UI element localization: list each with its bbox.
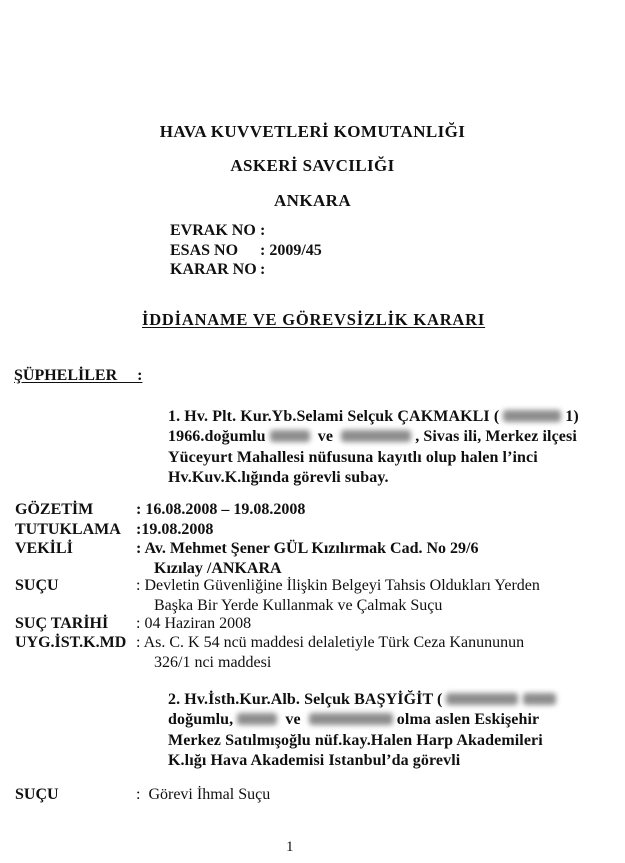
arrest-row [15, 520, 615, 540]
redacted-text [523, 693, 556, 705]
offense-date-value [136, 614, 624, 634]
esas-no-label: ESAS NO [170, 241, 239, 259]
suspect-1-birth-text: 1966.doğumlu [168, 428, 266, 446]
offense-2-label: SUÇU [15, 786, 59, 803]
suspect-1-origin-text: , Sivas ili, Merkez ilçesi [415, 428, 577, 446]
suspect-1-name-text: 1. Hv. Plt. Kur.Yb.Selami Selçuk ÇAKMAKLI ( [168, 408, 500, 425]
offense-date-value-line-1: : 04 Haziran 2008 [136, 615, 252, 632]
offense-date-row [15, 614, 615, 634]
document-title: İDDİANAME VE GÖREVSİZLİK KARARI [142, 310, 486, 329]
suspect-1-paragraph [168, 407, 579, 489]
suspect-2-name-text: 2. Hv.İsth.Kur.Alb. Selçuk BAŞYİĞİT ( [168, 691, 443, 708]
offense-1-row [15, 576, 615, 614]
evrak-no-label: EVRAK NO [170, 222, 256, 239]
custody-value [136, 500, 624, 520]
applicable-law-row [15, 633, 615, 671]
suspect-1-line-4: Hv.Kuv.K.lığında görevli subay. [168, 469, 389, 487]
evrak-no-value: : [260, 222, 266, 239]
letterhead-city-line: ANKARA [273, 191, 351, 210]
suspects-heading: ŞÜPHELİLER : [14, 367, 143, 384]
karar-no-value: : [260, 261, 266, 278]
attorney-value-line-2: Kızılay /ANKARA [154, 559, 282, 577]
offense-2-row [15, 785, 615, 805]
letterhead-command-line: HAVA KUVVETLERİ KOMUTANLIĞI [159, 122, 466, 141]
offense-2-value [136, 785, 624, 805]
suspect-2-line-2 [168, 710, 560, 730]
karar-no-label: KARAR NO [170, 261, 257, 278]
suspect-2-line-4: K.lığı Hava Akademisi Istanbul’da görevli [168, 752, 461, 770]
custody-value-line-1: : 16.08.2008 – 19.08.2008 [136, 501, 306, 518]
offense-1-label: SUÇU [15, 577, 59, 594]
applicable-law-label: UYG.İST.K.MD [15, 634, 127, 651]
attorney-label: VEKİLİ [15, 540, 73, 557]
offense-1-value-line-2: Başka Bir Yerde Kullanmak ve Çalmak Suçu [154, 596, 443, 614]
applicable-law-value-line-2: 326/1 nci maddesi [154, 653, 272, 671]
esas-no-row [170, 241, 322, 261]
suspect-1-line-2 [168, 427, 579, 447]
attorney-value-line-1: : Av. Mehmet Şener GÜL Kızılırmak Cad. No 29/6 [136, 540, 479, 557]
arrest-value-line-1: :19.08.2008 [136, 521, 214, 538]
suspect-1-id-tail: 1) [565, 408, 579, 425]
redacted-text [270, 430, 310, 442]
applicable-law-value-line-1: : As. C. K 54 ncü maddesi delaletiyle Türk Ceza Kanununun [136, 634, 525, 651]
suspect-2-paragraph [168, 690, 560, 772]
custody-label: GÖZETİM [15, 501, 94, 518]
redacted-text [237, 713, 277, 725]
offense-date-label: SUÇ TARİHİ [15, 615, 109, 632]
attorney-value [136, 539, 624, 578]
custody-row [15, 500, 615, 520]
suspect-2-line-1 [168, 690, 560, 710]
karar-no-row [170, 260, 322, 280]
suspect-2-origin-text: olma aslen Eskişehir [396, 711, 540, 729]
suspect-2-birth-text: doğumlu, [168, 711, 234, 729]
evrak-no-row [170, 221, 322, 241]
offense-2-value-line-1: : Görevi İhmal Suçu [136, 786, 271, 803]
suspect-2-ve-text: ve [281, 711, 305, 729]
redacted-text [503, 410, 561, 422]
redacted-text [309, 713, 393, 725]
redacted-text [446, 693, 518, 705]
case-number-block [170, 221, 322, 280]
letterhead-office-line: ASKERİ SAVCILIĞI [230, 156, 395, 175]
redacted-text [341, 430, 411, 442]
page-number: 1 [286, 839, 294, 855]
applicable-law-value [136, 633, 624, 672]
esas-no-value: : 2009/45 [260, 241, 322, 259]
suspect-1-line-1 [168, 407, 579, 427]
offense-1-value-line-1: : Devletin Güvenliğine İlişkin Belgeyi Tahsis Oldukları Yerden [136, 577, 540, 594]
arrest-value [136, 520, 624, 540]
offense-1-value [136, 576, 624, 615]
arrest-label: TUTUKLAMA [15, 521, 121, 538]
suspect-2-line-3: Merkez Satılmışoğlu nüf.kay.Halen Harp Akademileri [168, 731, 543, 749]
attorney-row [15, 539, 615, 577]
suspect-1-line-3: Yüceyurt Mahallesi nüfusuna kayıtlı olup halen l’inci [168, 448, 538, 466]
suspect-1-ve-text: ve [313, 428, 338, 446]
